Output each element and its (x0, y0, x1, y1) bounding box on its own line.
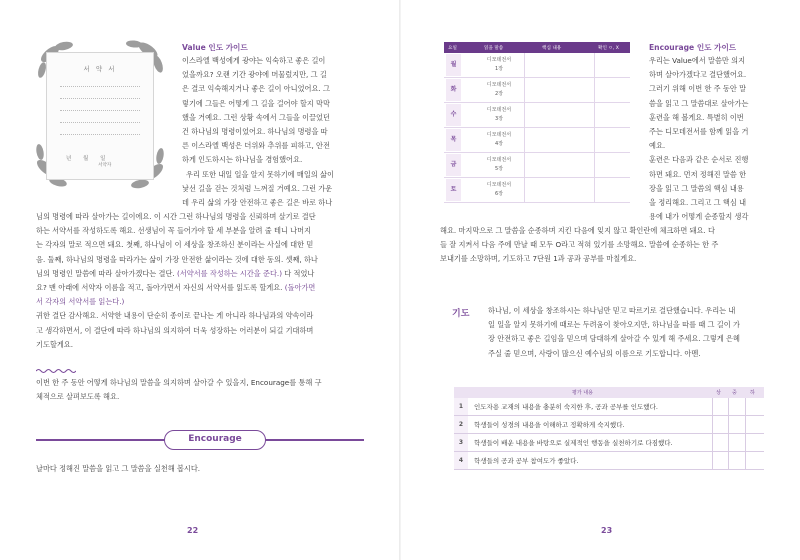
schedule-book (479, 131, 519, 149)
oath-line (60, 98, 140, 99)
grade-cell-mid[interactable] (728, 416, 743, 433)
schedule-book (479, 81, 519, 99)
grade-cell-mid[interactable] (728, 452, 743, 469)
text-line: 우리 또한 내일 일을 알지 못하기에 매일의 삶이 (186, 169, 334, 179)
text-segment: 다 적었나 (282, 268, 315, 278)
encourage-side-text (649, 54, 774, 224)
schedule-book (479, 56, 519, 74)
text-line (36, 267, 371, 281)
text-line: 낯선 길을 걷는 것처럼 느껴질 거예요. 그런 가운 (182, 183, 333, 193)
reading-schedule-table (444, 42, 630, 203)
schedule-row (444, 153, 630, 178)
book-name: 디모데전서 (486, 132, 512, 138)
schedule-row (444, 103, 630, 128)
evaluation-number: 3 (454, 434, 468, 451)
book-chapter: 2장 (494, 91, 503, 97)
grade-cell-low[interactable] (745, 434, 760, 451)
grade-cell-low[interactable] (745, 452, 760, 469)
schedule-header-key: 핵심 내용 (542, 45, 562, 51)
schedule-row (444, 78, 630, 103)
schedule-header-book: 읽을 말씀 (484, 45, 504, 51)
text-line: 었을까요? 오랜 기간 광야에 머물렀지만, 그 길 (182, 70, 327, 80)
schedule-column-divider (594, 53, 595, 203)
value-guide-title: Value 인도 가이드 (182, 43, 248, 52)
oath-date: 년 월 일 (66, 156, 111, 162)
schedule-header-day: 요일 (448, 45, 457, 51)
stage-direction: (돌아가면 (282, 283, 316, 293)
encourage-instruction: 날마다 정해진 말씀을 읽고 그 말씀을 실천해 봅시다. (36, 464, 201, 473)
grade-cell-high[interactable] (712, 416, 727, 433)
text-line: 체적으로 살펴보도록 해요. (36, 392, 120, 402)
encourage-full-text (440, 224, 780, 267)
evaluation-text: 학생들이 배운 내용을 바탕으로 실제적인 행동을 실천하기로 다짐했다. (474, 439, 673, 447)
schedule-book (479, 181, 519, 199)
grade-cell-low[interactable] (745, 398, 760, 415)
encourage-guide-title: Encourage 인도 가이드 (649, 43, 737, 52)
grade-cell-mid[interactable] (728, 398, 743, 415)
text-line: 하며 살아가겠다고 결단했어요. (649, 70, 747, 80)
text-line: 른 이스라엘 백성은 더위와 추위를 피하고, 안전 (182, 141, 330, 151)
schedule-day: 금 (446, 154, 461, 176)
value-full-text (36, 210, 371, 352)
oath-line (60, 110, 140, 111)
text-line: 하나님, 이 세상을 창조하시는 하나님만 믿고 따르기로 결단했습니다. 우리는 내 (488, 306, 736, 315)
evaluation-text: 인도자용 교재의 내용을 충분히 숙지한 후, 공과 공부를 인도했다. (474, 403, 658, 411)
stage-direction: (서약서를 작성하는 시간을 준다.) (176, 268, 282, 278)
grade-cell-mid[interactable] (728, 434, 743, 451)
evaluation-row (454, 452, 764, 470)
grade-cell-low[interactable] (745, 416, 760, 433)
text-line: 씀을 읽고 그 말씀대로 살아가는 (649, 98, 749, 108)
grade-low-label: 하 (750, 390, 755, 396)
text-segment: 요? 맨 아래에 서약자 이름을 적고, 돌아가면서 자신의 서약서를 읽도록 할게요. (36, 283, 283, 293)
book-chapter: 3장 (494, 116, 503, 122)
text-line: 보내기를 소망하며, 기도하고 7단원 1과 공과 공부를 마칠게요. (440, 254, 637, 264)
grade-cell-high[interactable] (712, 398, 727, 415)
oath-line (60, 86, 140, 87)
prayer-label: 기도 (452, 309, 470, 319)
text-line: 훈련을 해 볼게요. 특별히 이번 (649, 112, 744, 122)
text-line: 하는 서약서를 작성하도록 해요. 선생님이 꼭 들어가야 할 세 부분을 알려 줄 테니 나머지 (36, 226, 311, 236)
schedule-book (479, 156, 519, 174)
page-number-right: 23 (601, 526, 613, 535)
book-name: 디모데전서 (486, 82, 512, 88)
evaluation-text: 학생들의 공과 공부 참여도가 좋았다. (474, 457, 579, 465)
text-line: 는 각자의 말로 적으면 돼요. 첫째, 하나님이 이 세상을 창조하신 분이라는 사실에 대한 믿 (36, 240, 314, 250)
book-chapter: 5장 (494, 166, 503, 172)
evaluation-row (454, 398, 764, 416)
schedule-book (479, 106, 519, 124)
text-line: 장 안전하고 좋은 길임을 믿으며 담대하게 살아갈 수 있게 해 주세요. 그렇게 은혜 (488, 334, 740, 344)
grade-cell-high[interactable] (712, 452, 727, 469)
oath-card-illustration (36, 40, 164, 190)
oath-line (60, 122, 140, 123)
text-line: 예요. (649, 141, 666, 151)
text-line: 귀한 결단 감사해요. 서약한 내용이 단순히 종이로 끝나는 게 아니라 하나님과의 약속이라 (36, 311, 314, 321)
text-line: 님의 명령에 따라 살아가는 길이에요. 이 시간 그런 하나님의 명령을 신뢰하며 살기로 결단 (36, 212, 316, 221)
text-line: 이스라엘 백성에게 광야는 익숙하고 좋은 길이 (182, 56, 326, 65)
text-segment: 님의 명령인 말씀에 따라 살아가겠다는 결단. (36, 268, 175, 278)
text-line: 을 정리해요. 그리고 그 핵심 내 (649, 198, 747, 208)
book-gutter (399, 0, 401, 560)
text-line: 이번 한 주 동안 어떻게 하나님의 말씀을 의지하며 살아갈 수 있을지, Encourage를 통해 구 (36, 378, 322, 387)
book-chapter: 4장 (494, 141, 503, 147)
evaluation-header-label: 평가 내용 (572, 390, 593, 396)
transition-text (36, 376, 371, 404)
evaluation-table (454, 387, 764, 470)
schedule-header (444, 42, 630, 53)
stage-direction: 서 각자의 서약서를 읽는다.) (36, 297, 125, 307)
text-line: 일 일을 알지 못하기에 때로는 두려움이 찾아오지만, 하나님을 따를 때 그 길이 가 (488, 320, 740, 330)
evaluation-row (454, 434, 764, 452)
schedule-column-divider (524, 53, 525, 203)
schedule-day: 수 (446, 104, 461, 126)
book-name: 디모데전서 (486, 157, 512, 163)
text-line: 해요. 마지막으로 그 말씀을 순종하며 지킨 다음에 잊지 않고 확인란에 체크하면 돼요. 다 (440, 226, 715, 235)
schedule-row (444, 178, 630, 203)
text-line: 용에 내가 어떻게 순종할지 생각 (649, 212, 749, 222)
text-line: 하면 돼요. 먼저 정해진 말씀 한 (649, 169, 747, 179)
book-chapter: 1장 (494, 66, 503, 72)
text-line: 하게 인도하시는 하나님을 경험했어요. (182, 155, 303, 165)
grade-mid-label: 중 (732, 390, 737, 396)
text-line: 그러기 위해 이번 한 주 동안 말 (649, 84, 747, 94)
book-name: 디모데전서 (486, 182, 512, 188)
prayer-text (488, 304, 778, 361)
schedule-row (444, 53, 630, 78)
text-line: 훈련은 다음과 같은 순서로 진행 (649, 155, 749, 165)
oath-line (60, 134, 140, 135)
text-line: 렇기에 그들은 어떻게 그 길을 걸어야 할지 막막 (182, 98, 330, 108)
text-line: 장을 읽고 그 말씀의 핵심 내용 (649, 183, 744, 193)
schedule-day: 목 (446, 129, 461, 151)
schedule-row (444, 128, 630, 153)
text-line: 음. 둘째, 하나님의 명령을 따라가는 삶이 가장 안전한 삶이라는 것에 대한 동의. 셋째, 하나 (36, 254, 318, 264)
oath-signer: 서약자 (98, 163, 112, 168)
book-name: 디모데전서 (486, 57, 512, 63)
oath-title: 서 약 서 (83, 65, 117, 73)
text-line: 기도할게요. (36, 339, 74, 349)
schedule-day: 월 (446, 54, 461, 76)
text-line: 우리는 Value에서 말씀만 의지 (649, 56, 746, 65)
evaluation-number: 2 (454, 416, 468, 433)
value-wrapped-text (182, 54, 367, 210)
evaluation-header (454, 387, 764, 398)
wave-divider-icon (36, 368, 76, 374)
text-line: 은 결코 익숙해지거나 좋은 길이 아니었어요. 그 (182, 84, 330, 94)
evaluation-number: 1 (454, 398, 468, 415)
evaluation-text: 학생들이 성경의 내용을 이해하고 정확하게 숙지했다. (474, 421, 625, 429)
text-line: 고 생각하면서, 이 결단에 따라 하나님의 의지하여 더욱 성장하는 어러분이 되길 기대하며 (36, 325, 314, 335)
evaluation-number: 4 (454, 452, 468, 469)
schedule-day: 토 (446, 179, 461, 201)
text-line: 주실 줄 믿으며, 사랑이 많으신 예수님의 이름으로 기도합니다. 아멘. (488, 348, 701, 358)
grade-high-label: 상 (716, 390, 721, 396)
book-chapter: 6장 (494, 191, 503, 197)
text-line (36, 281, 371, 295)
text-line: 주는 디모데전서를 함께 읽을 거 (649, 127, 749, 137)
evaluation-row (454, 416, 764, 434)
schedule-day: 화 (446, 79, 461, 101)
book-name: 디모데전서 (486, 107, 512, 113)
text-line: 데 우리 삶의 가장 안전하고 좋은 길은 바로 하나 (182, 198, 333, 208)
page-number-left: 22 (187, 526, 199, 535)
text-line: 했을 거예요. 그런 상황 속에서 그들을 이끌었던 (182, 112, 330, 122)
encourage-badge: Encourage (164, 430, 266, 450)
text-line: 건 하나님의 명령이었어요. 하나님의 명령을 따 (182, 127, 328, 137)
grade-cell-high[interactable] (712, 434, 727, 451)
text-line: 들 잘 지켜서 다음 주에 만날 때 모두 O라고 적혀 있기를 소망해요. 말씀에 순종하는 한 주 (440, 240, 719, 250)
schedule-header-check: 확인 ㅇ, X (598, 45, 619, 51)
